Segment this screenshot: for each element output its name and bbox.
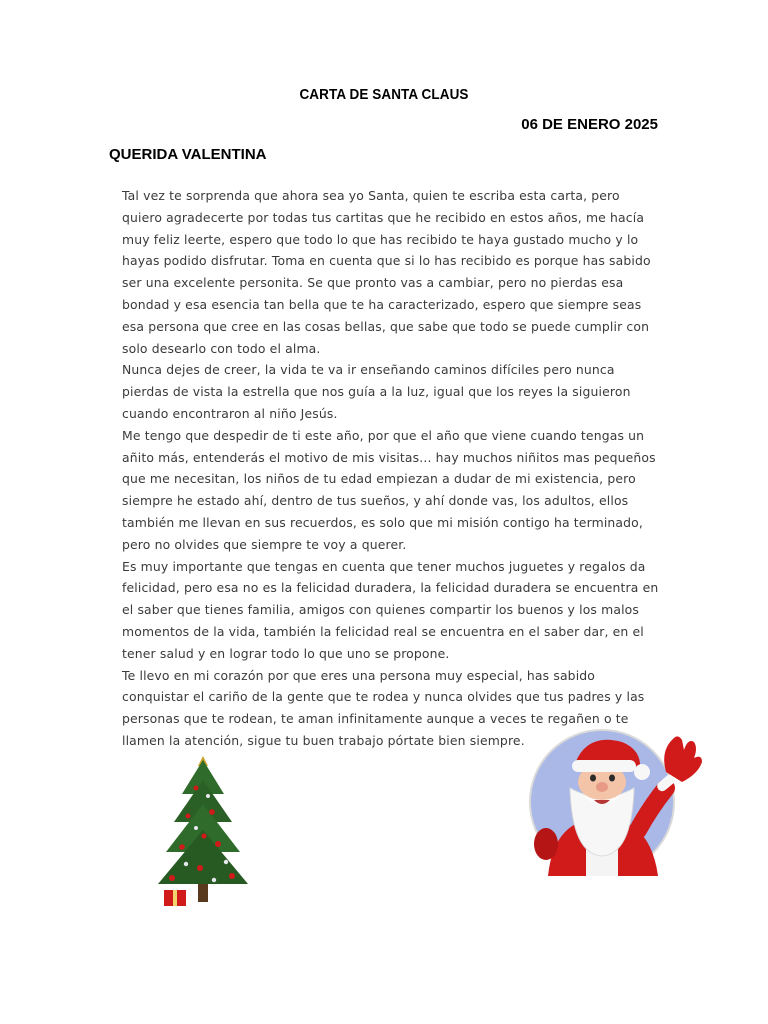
letter-body bbox=[122, 185, 662, 752]
letter-paragraph: Te llevo en mi corazón por que eres una persona muy especial, has sabido conquistar el cariño de la gente que te rodea y nunca olvides que tus padres y las personas que te rodean, te aman infinitamente aunque a veces te regañen o te llamen la atención, sigue tu buen trabajo pórtate bien siempre. bbox=[122, 667, 645, 748]
letter-paragraph: Nunca dejes de creer, la vida te va ir enseñando caminos difíciles pero nunca pierdas de vista la estrella que nos guía a la luz, igual que los reyes la siguieron cuando encontraron al niño Jesús. bbox=[122, 362, 631, 421]
letter-date: 06 DE ENERO 2025 bbox=[521, 116, 658, 133]
letter-greeting: QUERIDA VALENTINA bbox=[109, 146, 267, 163]
christmas-tree-image bbox=[152, 752, 254, 914]
letter-title: CARTA DE SANTA CLAUS bbox=[299, 86, 469, 103]
letter-paragraph: Es muy importante que tengas en cuenta que tener muchos juguetes y regalos da felicidad, pero esa no es la felicidad duradera, la felicidad duradera se encuentra en el saber que tienes familia, amigos con quienes compartir los buenos y los malos momentos de la vida, también la felicidad real se encuentra en el saber dar, en el tener salud y en lograr todo lo que uno se propone. bbox=[122, 558, 659, 661]
letter-paragraph: Tal vez te sorprenda que ahora sea yo Santa, quien te escriba esta carta, pero quiero agradecerte por todas tus cartitas que he recibido en estos años, me hacía muy feliz leerte, espero que todo lo que has recibido te haya gustado mucho y lo hayas podido disfrutar. Toma en cuenta que si lo has recibido es porque has sabido ser una excelente personita. Se que pronto vas a cambiar, pero no pierdas esa bondad y esa esencia tan bella que te ha caracterizado, espero que siempre seas esa persona que cree en las cosas bellas, que sabe que todo se puede cumplir con solo desearlo con todo el alma. bbox=[122, 188, 651, 356]
letter-paragraph: Me tengo que despedir de ti este año, por que el año que viene cuando tengas un añito más, entenderás el motivo de mis visitas... hay muchos niñitos mas pequeños que me necesitan, los niños de tu edad empiezan a dudar de mi existencia, pero siempre he estado ahí, dentro de tus sueños, y ahí donde vas, los adultos, ellos también me llevan en sus recuerdos, es solo que mi misión contigo ha terminado, pero no olvides que siempre te voy a querer. bbox=[122, 427, 656, 552]
santa-claus-image bbox=[526, 726, 706, 876]
